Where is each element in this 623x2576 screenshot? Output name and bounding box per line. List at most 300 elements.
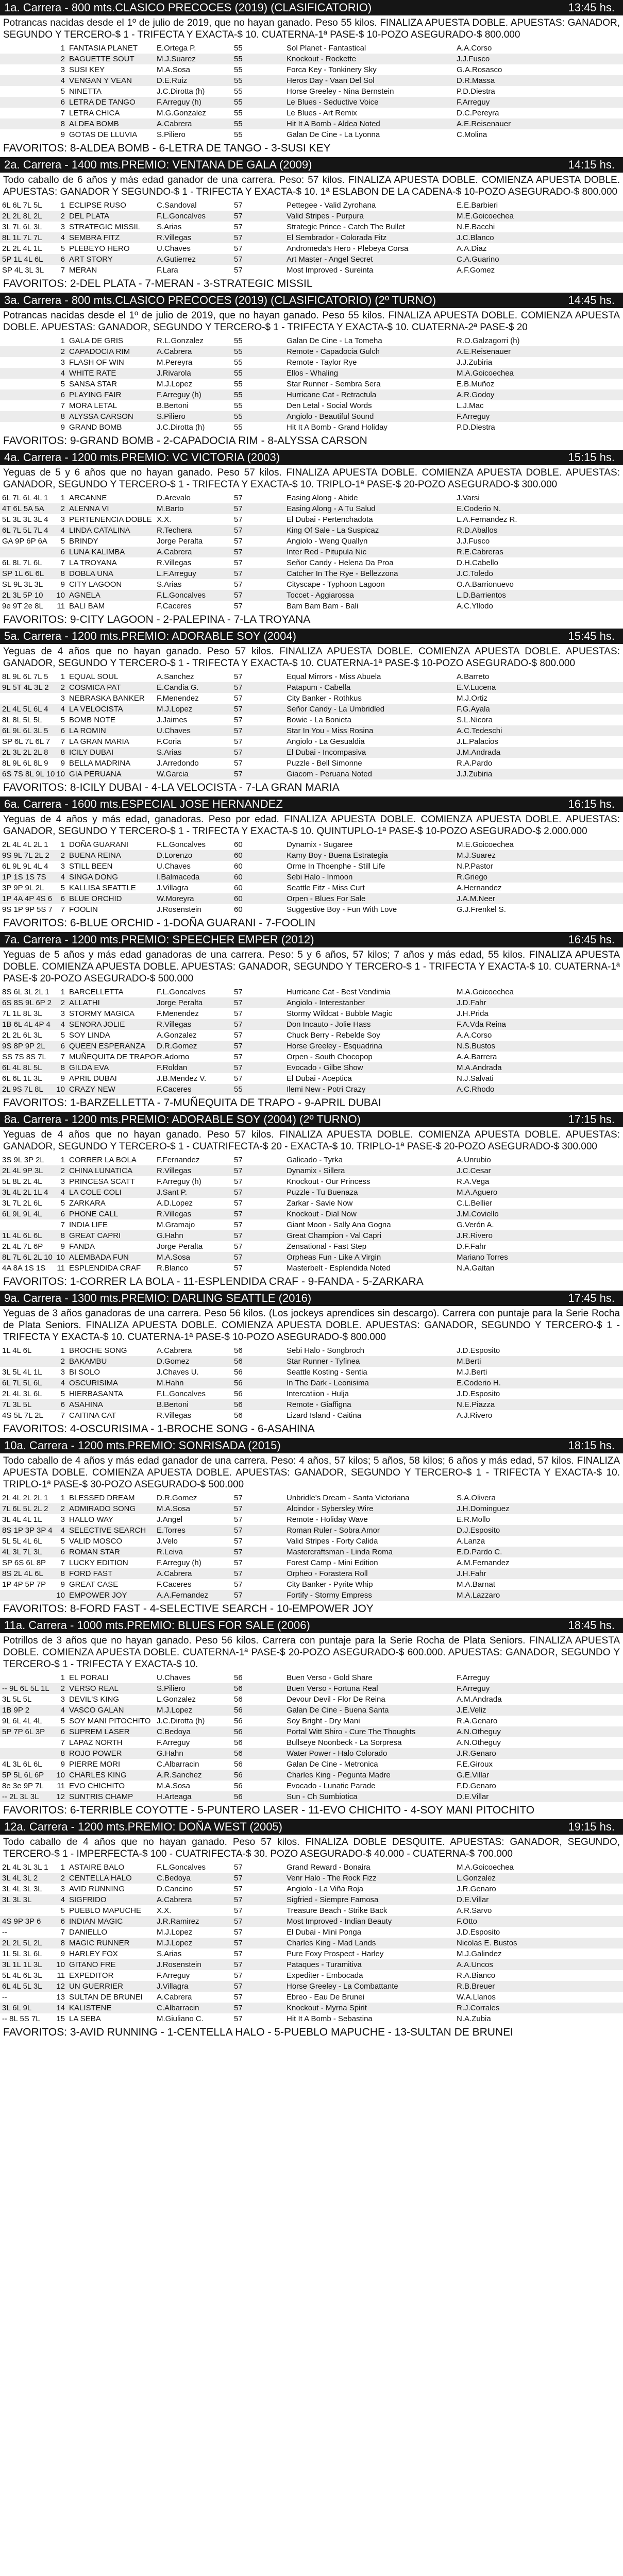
entry-row [0, 525, 623, 536]
pedigree: Unbridle's Dream - Santa Victoriana [287, 1494, 410, 1502]
pedigree: Forca Key - Tonkinery Sky [287, 65, 377, 74]
race-conditions: Potrancas nacidas desde el 1º de julio de 2019, que no hayan ganado. Peso 55 kilos. FINALIZA APUESTA DOBLE. APUESTAS: GANADOR, SEGUNDO Y TERCERO-$ 1 - TRIFECTA Y EXACTA-$ 10. CUATERNA-1ª PASE-$ 10-POZO ASEGURADO-$ 800.000 [3, 18, 620, 40]
weight: 55 [234, 391, 243, 399]
extra [520, 997, 623, 1008]
weight: 57 [234, 737, 243, 746]
post-number: 5 [60, 380, 65, 388]
jockey-name: J.C.Dirotta (h) [157, 1717, 205, 1725]
jockey-name: S.Arias [157, 748, 182, 757]
entry-row [0, 86, 623, 97]
post-number: 8 [60, 1749, 65, 1758]
best-time [252, 129, 284, 140]
best-time [252, 758, 284, 769]
entry-row [0, 568, 623, 579]
jockey-name: M.Pereyra [157, 358, 193, 367]
weight: 57 [234, 1950, 243, 1958]
trainer-name: J.M.Coviello [457, 1210, 499, 1218]
weight: 55 [234, 336, 243, 345]
horse-name: BRINDY [69, 537, 98, 546]
recent-form: 3L 4L 4L 1L [2, 1515, 42, 1524]
jockey-name: J.B.Mendez V. [157, 1074, 207, 1083]
best-time [252, 1230, 284, 1241]
trainer-name: D.E.Villar [457, 1792, 489, 1801]
horse-name: SANSA STAR [69, 380, 117, 388]
weight: 57 [234, 1982, 243, 1991]
race-favorites: FAVORITOS: 1-BARZELLETTA - 7-MUÑEQUITA DE TRAPO - 9-APRIL DUBAI [3, 1097, 381, 1109]
post-number: 9 [60, 759, 65, 768]
recent-form: 2L 4L 5L 6L 4 [2, 705, 48, 714]
jockey-name: M.A.Sosa [157, 1782, 191, 1790]
pedigree: Cityscape - Typhoon Lagoon [287, 580, 385, 589]
recent-form: 3L 4L 2L 1L 4 [2, 1188, 48, 1197]
best-time [252, 200, 284, 211]
entry-row [0, 108, 623, 118]
trainer-name: M.A.Aguero [457, 1188, 498, 1197]
pedigree: Señor Candy - La Umbridled [287, 705, 385, 714]
jockey-name: F.Menendez [157, 694, 199, 703]
race-header [0, 293, 623, 308]
race-time: 17:15 hs. [568, 1113, 615, 1126]
entry-row [0, 368, 623, 379]
recent-form: 7L 6L 5L 2L 2 [2, 1504, 48, 1513]
race-conditions: Yeguas de 4 años y más edad, ganadoras. Peso por edad. FINALIZA APUESTA DOBLE. COMIENZA APUESTA DOBLE. APUESTAS: GANADOR, SEGUNDO Y TERCERO-$ 1 - TRIFECTA Y EXACTA-$ 10. QUINTUPLO-1ª PASE-$ 10-POZO ASEGURADO-$ 2.000.000 [3, 814, 620, 837]
trainer-name: A.Barreto [457, 672, 490, 681]
race-conditions: Todo caballo de 4 años que no hayan ganado. Peso 57 kilos. FINALIZA DOBLE DESQUITE. APUESTAS: GANADOR, SEGUNDO, TERCERO-$ 1 - IMPERFECTA-$ 100 - CUATRIFECTA-$ 30. POZO ASEGURADO-$ 40.000 - CUATERNA-$ 700.000 [3, 1837, 620, 1859]
trainer-name: E.E.Barbieri [457, 201, 498, 210]
trainer-name: A.F.Gomez [457, 266, 495, 275]
jockey-name: W.Garcia [157, 770, 189, 778]
pedigree: Don Incauto - Jolie Hass [287, 1020, 371, 1029]
extra [520, 861, 623, 872]
jockey-name: R.L.Gonzalez [157, 336, 204, 345]
horse-name: STRATEGIC MISSIL [69, 223, 141, 231]
best-time [252, 379, 284, 389]
horse-name: ROMAN STAR [69, 1548, 120, 1556]
jockey-name: J.C.Dirotta (h) [157, 423, 205, 432]
recent-form [0, 97, 49, 108]
pedigree: Zensational - Fast Step [287, 1242, 367, 1251]
best-time [252, 108, 284, 118]
horse-name: BROCHE SONG [69, 1346, 127, 1355]
horse-name: AVID RUNNING [69, 1885, 125, 1893]
weight: 57 [234, 244, 243, 253]
best-time [252, 1590, 284, 1601]
horse-name: COSMICA PAT [69, 683, 121, 692]
entry-row [0, 893, 623, 904]
best-time [252, 1536, 284, 1547]
weight: 57 [234, 1874, 243, 1883]
recent-form: 2L 3L 5P 10 [2, 591, 43, 600]
jockey-name: D.E.Ruiz [157, 76, 188, 85]
trainer-name: G.A.Rosasco [457, 65, 502, 74]
entry-row [0, 872, 623, 883]
weight: 60 [234, 862, 243, 871]
best-time [252, 671, 284, 682]
trainer-name: J.J.Zubiria [457, 770, 493, 778]
post-number: 4 [60, 705, 65, 714]
post-number: 7 [60, 905, 65, 914]
horse-name: MUÑEQUITA DE TRAPO [69, 1053, 156, 1061]
pedigree: Andromeda's Hero - Plebeya Corsa [287, 244, 409, 253]
pedigree: Easing Along - A Tu Salud [287, 504, 376, 513]
post-number: 3 [60, 862, 65, 871]
recent-form: 6L 8L 7L 6L [2, 558, 42, 567]
recent-form [0, 1219, 49, 1230]
recent-form [0, 1905, 49, 1916]
best-time [252, 861, 284, 872]
pedigree: Buen Verso - Fortuna Real [287, 1684, 378, 1693]
best-time [252, 769, 284, 779]
pedigree: Inter Red - Pitupula Nic [287, 548, 367, 556]
best-time [252, 525, 284, 536]
recent-form [0, 411, 49, 422]
entries-table [0, 987, 623, 1095]
pedigree: Suggestive Boy - Fun With Love [287, 905, 397, 914]
trainer-name: J.J.Fusco [457, 55, 490, 63]
pedigree: Masterbelt - Esplendida Noted [287, 1264, 391, 1273]
best-time [252, 1557, 284, 1568]
best-time [252, 1008, 284, 1019]
post-number: 4 [60, 1379, 65, 1387]
jockey-name: J.C.Dirotta (h) [157, 87, 205, 96]
post-number: 6 [60, 255, 65, 264]
entry-row [0, 1737, 623, 1748]
pedigree: Orpheas Fun - Like A Virgin [287, 1253, 381, 1262]
entry-row [0, 1378, 623, 1388]
race-time: 15:45 hs. [568, 630, 615, 642]
horse-name: SULTAN DE BRUNEI [69, 1993, 143, 2002]
recent-form: 6L 7L 6L 4L 1 [2, 494, 48, 502]
recent-form: 3L 6L 9L [2, 2004, 32, 2012]
weight: 56 [234, 1771, 243, 1780]
entry-row [0, 883, 623, 893]
jockey-name: R.Blanco [157, 1264, 188, 1273]
best-time [252, 1959, 284, 1970]
weight: 57 [234, 2004, 243, 2012]
extra [520, 693, 623, 704]
recent-form: 6L 6L 7L 5L [2, 201, 42, 210]
recent-form: 2L 4L 3L 6L [2, 1389, 42, 1398]
weight: 60 [234, 894, 243, 903]
recent-form: 2L 3L 2L 2L 8 [2, 748, 48, 757]
extra [520, 1378, 623, 1388]
best-time [252, 579, 284, 590]
pedigree: Knockout - Rockette [287, 55, 357, 63]
entry-row [0, 1073, 623, 1084]
weight: 57 [234, 1504, 243, 1513]
horse-name: LA GRAN MARIA [69, 737, 129, 746]
trainer-name: J.C.Blanco [457, 233, 494, 242]
weight: 57 [234, 759, 243, 768]
entry-row [0, 682, 623, 693]
extra [520, 725, 623, 736]
horse-name: GREAT CASE [69, 1580, 119, 1589]
jockey-name: I.Balmaceda [157, 873, 200, 882]
jockey-name: F.Caceres [157, 602, 192, 611]
best-time [252, 514, 284, 525]
weight: 57 [234, 1042, 243, 1050]
race-time: 18:45 hs. [568, 1619, 615, 1632]
trainer-name: M.J.Berti [457, 1368, 487, 1377]
horse-name: MAGIC RUNNER [69, 1939, 130, 1947]
jockey-name: M.Giuliano C. [157, 2014, 204, 2023]
weight: 57 [234, 1906, 243, 1915]
extra [520, 97, 623, 108]
jockey-name: L.Gonzalez [157, 1695, 196, 1704]
post-number: 1 [60, 1673, 65, 1682]
horse-name: LA TROYANA [69, 558, 117, 567]
recent-form: 1P 1S 1S 7S [2, 873, 46, 882]
trainer-name: F.Arreguy [457, 1684, 490, 1693]
trainer-name: M.Berti [457, 1357, 481, 1366]
jockey-name: E.Candia G. [157, 683, 199, 692]
pedigree: Easing Along - Abide [287, 494, 358, 502]
post-number: 3 [60, 1177, 65, 1186]
post-number: 4 [60, 1706, 65, 1715]
pedigree: Señor Candy - Helena Da Proa [287, 558, 394, 567]
extra [520, 1705, 623, 1716]
pedigree: Valid Stripes - Forty Calida [287, 1537, 378, 1546]
weight: 60 [234, 905, 243, 914]
post-number: 3 [60, 1885, 65, 1893]
post-number: 1 [60, 494, 65, 502]
recent-form: 6L 7L 5L 7L 4 [2, 526, 48, 535]
weight: 56 [234, 1727, 243, 1736]
weight: 56 [234, 1389, 243, 1398]
recent-form [0, 43, 49, 54]
post-number: 11 [57, 1782, 65, 1790]
trainer-name: J.C.Toledo [457, 569, 493, 578]
race-section [0, 1819, 623, 2041]
pedigree: Kamy Boy - Buena Estrategia [287, 851, 388, 860]
race-favorites: FAVORITOS: 8-FORD FAST - 4-SELECTIVE SEARCH - 10-EMPOWER JOY [3, 1603, 374, 1615]
post-number: 8 [60, 569, 65, 578]
extra [520, 86, 623, 97]
entry-row [0, 839, 623, 850]
post-number: 6 [60, 1727, 65, 1736]
horse-name: LAPAZ NORTH [69, 1738, 123, 1747]
best-time [252, 97, 284, 108]
entries-table [0, 493, 623, 612]
horse-name: GITANO FRE [69, 1960, 116, 1969]
extra [520, 1894, 623, 1905]
entry-row [0, 346, 623, 357]
recent-form [0, 1672, 49, 1683]
recent-form: 2L 2L 5L 2L [2, 1939, 42, 1947]
best-time [252, 118, 284, 129]
trainer-name: E.Coderio H. [457, 1379, 501, 1387]
entry-row [0, 1345, 623, 1356]
pedigree: Giant Moon - Sally Ana Gogna [287, 1221, 391, 1229]
recent-form: 9S 8P 9P 2L [2, 1042, 45, 1050]
trainer-name: J.R.Rivero [457, 1231, 493, 1240]
entry-row [0, 1938, 623, 1948]
weight: 57 [234, 515, 243, 524]
extra [520, 422, 623, 433]
pedigree: Grand Reward - Bonaira [287, 1863, 371, 1872]
trainer-name: R.O.Galzagorri (h) [457, 336, 520, 345]
best-time [252, 1905, 284, 1916]
extra [520, 243, 623, 254]
extra [520, 54, 623, 64]
pedigree: Star In You - Miss Rosina [287, 726, 374, 735]
trainer-name: F.D.Genaro [457, 1782, 496, 1790]
horse-name: ECLIPSE RUSO [69, 201, 126, 210]
recent-form: 5L 5L 4L 6L [2, 1537, 42, 1546]
post-number: 9 [60, 130, 65, 139]
weight: 56 [234, 1760, 243, 1769]
best-time [252, 682, 284, 693]
trainer-name: F.A.Vda Reina [457, 1020, 506, 1029]
pedigree: Orpen - Blues For Sale [287, 894, 366, 903]
entry-row [0, 1981, 623, 1992]
race-header [0, 1291, 623, 1306]
post-number: 2 [60, 1357, 65, 1366]
extra [520, 1008, 623, 1019]
best-time [252, 893, 284, 904]
extra [520, 1062, 623, 1073]
pedigree: King Of Sale - La Suspicaz [287, 526, 379, 535]
race-time: 17:45 hs. [568, 1292, 615, 1304]
pedigree: Hurricane Cat - Best Vendimia [287, 988, 391, 996]
jockey-name: R.Techera [157, 526, 192, 535]
weight: 57 [234, 1074, 243, 1083]
horse-name: HARLEY FOX [69, 1950, 118, 1958]
best-time [252, 1019, 284, 1030]
jockey-name: S.Piliero [157, 130, 186, 139]
weight: 57 [234, 1009, 243, 1018]
entry-row [0, 2013, 623, 2024]
entry-row [0, 1219, 623, 1230]
best-time [252, 86, 284, 97]
extra [520, 503, 623, 514]
extra [520, 1030, 623, 1041]
extra [520, 1905, 623, 1916]
jockey-name: J.R.Ramirez [157, 1917, 199, 1926]
race-conditions: Yeguas de 4 años que no hayan ganado. Peso 57 kilos. FINALIZA APUESTA DOBLE. COMIENZA APUESTA DOBLE. APUESTAS: GANADOR, SEGUNDO Y TERCERO-$ 1 - TRIFECTA Y EXACTA-$ 10. CUATERNA-1ª PASE-$ 10-POZO ASEGURADO-$ 800.000 [3, 646, 620, 669]
extra [520, 769, 623, 779]
race-conditions: Yeguas de 5 años y más edad ganadoras de una carrera. Peso: 5 y 6 años, 57 kilos; 7 años y más edad, 55 kilos. FINALIZA APUESTA DOBLE. COMIENZA APUESTA DOBLE. APUESTAS: GANADOR, SEGUNDO Y TERCERO-$ 1 - TRIFECTA Y EXACTA-$ 10. CUATERNA-1ª PASE-$ 20-POZO ASEGURADO-$ 500.000 [3, 950, 620, 984]
horse-name: SINGA DONG [69, 873, 119, 882]
jockey-name: L.F.Arreguy [157, 569, 196, 578]
entry-row [0, 75, 623, 86]
entry-row [0, 118, 623, 129]
extra [520, 1759, 623, 1770]
best-time [252, 590, 284, 601]
extra [520, 222, 623, 232]
recent-form: 1L 4L 6L 6L [2, 1231, 42, 1240]
extra [520, 1791, 623, 1802]
pedigree: Fortify - Stormy Empress [287, 1591, 372, 1600]
recent-form: 8L 9L 6L 8L 9 [2, 759, 48, 768]
extra [520, 1748, 623, 1759]
recent-form: 1B 9P 2 [2, 1706, 30, 1715]
extra [520, 400, 623, 411]
horse-name: NEBRASKA BANKER [69, 694, 145, 703]
post-number: 11 [57, 602, 65, 611]
weight: 57 [234, 1580, 243, 1589]
entry-row [0, 736, 623, 747]
post-number: 15 [56, 2014, 65, 2023]
entry-row [0, 1748, 623, 1759]
entries-table [0, 43, 623, 140]
horse-name: MORA LETAL [69, 401, 117, 410]
horse-name: QUEEN ESPERANZA [69, 1042, 146, 1050]
jockey-name: A.Cabrera [157, 548, 192, 556]
trainer-name: L.A.Fernandez R. [457, 515, 517, 524]
extra [520, 1252, 623, 1263]
jockey-name: R.Villegas [157, 1210, 192, 1218]
recent-form: 6L 4L 5L 3L [2, 1982, 42, 1991]
post-number: 5 [60, 1537, 65, 1546]
recent-form: 6L 7L 5L 6L [2, 1379, 42, 1387]
trainer-name: R.J.Corrales [457, 2004, 500, 2012]
recent-form: 5P 5L 6L 6P [2, 1771, 44, 1780]
jockey-name: F.Menendez [157, 1009, 199, 1018]
race-title: 9a. Carrera - 1300 mts.PREMIO: DARLING SEATTLE (2016) [4, 1292, 312, 1304]
recent-form: 2L 2L 8L 2L [2, 212, 42, 221]
post-number: 9 [60, 1074, 65, 1083]
entry-row [0, 1410, 623, 1421]
post-number: 2 [60, 504, 65, 513]
weight: 57 [234, 998, 243, 1007]
weight: 56 [234, 1695, 243, 1704]
entry-row [0, 1992, 623, 2003]
best-time [252, 1356, 284, 1367]
pedigree: Water Power - Halo Colorado [287, 1749, 388, 1758]
weight: 60 [234, 884, 243, 892]
pedigree: Heros Day - Vaan Del Sol [287, 76, 375, 85]
horse-name: GREAT CAPRI [69, 1231, 121, 1240]
extra [520, 893, 623, 904]
recent-form: 6L 9L 6L 3L 5 [2, 726, 48, 735]
jockey-name: M.A.Sosa [157, 65, 191, 74]
entry-row [0, 1008, 623, 1019]
jockey-name: R.Villegas [157, 558, 192, 567]
pedigree: Art Master - Angel Secret [287, 255, 373, 264]
post-number: 6 [60, 1042, 65, 1050]
trainer-name: A.E.Reisenauer [457, 347, 511, 356]
extra [520, 357, 623, 368]
pedigree: Galan De Cine - Metronica [287, 1760, 378, 1769]
horse-name: SIGFRIDO [69, 1895, 107, 1904]
post-number: 5 [60, 1717, 65, 1725]
best-time [252, 1884, 284, 1894]
extra [520, 758, 623, 769]
pedigree: Angiolo - Beautiful Sound [287, 412, 374, 421]
recent-form: 2L 4L 3L 3L 1 [2, 1863, 48, 1872]
extra [520, 43, 623, 54]
weight: 55 [234, 380, 243, 388]
weight: 56 [234, 1346, 243, 1355]
trainer-name: A.Unrubio [457, 1156, 491, 1164]
jockey-name: C.Albarracin [157, 1760, 199, 1769]
pedigree: Dynamix - Sillera [287, 1166, 345, 1175]
recent-form: 7L 1L 8L 3L [2, 1009, 42, 1018]
horse-name: SENORA JOLIE [69, 1020, 125, 1029]
extra [520, 1862, 623, 1873]
jockey-name: B.Bertoni [157, 401, 189, 410]
weight: 57 [234, 1221, 243, 1229]
recent-form: 9S 1P 9P 5S 7 [2, 905, 53, 914]
post-number: 10 [56, 770, 65, 778]
pedigree: Pettegee - Valid Zyrohana [287, 201, 376, 210]
pedigree: Orpheo - Forastera Roll [287, 1569, 368, 1578]
best-time [252, 1672, 284, 1683]
jockey-name: G.Hahn [157, 1231, 183, 1240]
entry-row [0, 557, 623, 568]
extra [520, 1781, 623, 1791]
